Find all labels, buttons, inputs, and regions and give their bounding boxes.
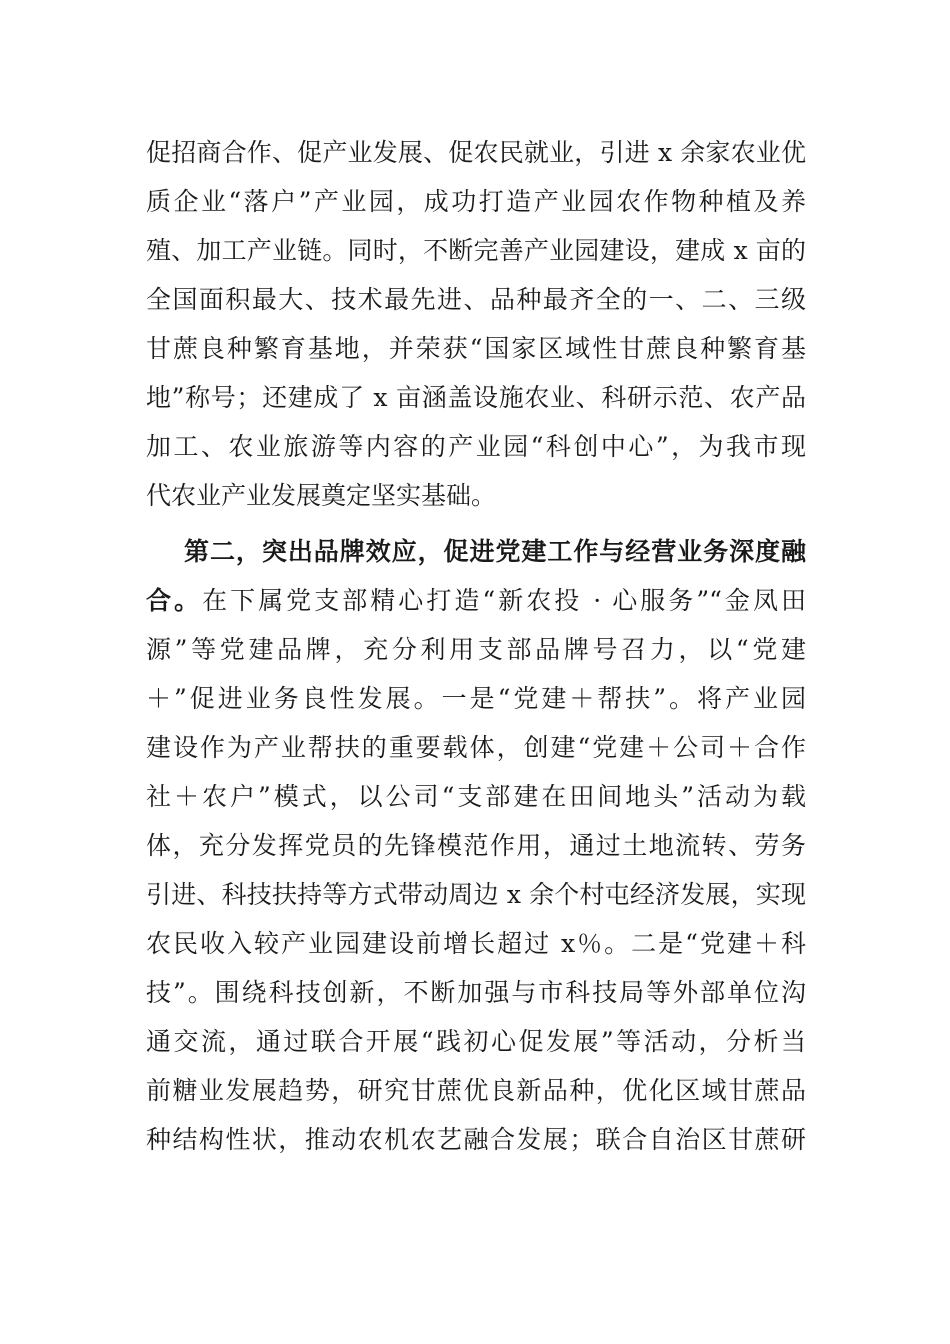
paragraph-line: 加工、农业旅游等内容的产业园“科创中心”，为我市现 bbox=[146, 432, 806, 461]
paragraph-line: 全国面积最大、技术最先进、品种最齐全的一、二、三级 bbox=[146, 285, 806, 314]
paragraph-line: 体，充分发挥党员的先锋模范作用，通过土地流转、劳务 bbox=[146, 831, 806, 860]
paragraph-line: 种结构性状，推动农机农艺融合发展；联合自治区甘蔗研 bbox=[146, 1125, 806, 1154]
paragraph-line: 促招商合作、促产业发展、促农民就业，引进 x 余家农业优 bbox=[146, 138, 806, 167]
paragraph-line: 建设作为产业帮扶的重要载体，创建“党建＋公司＋合作 bbox=[146, 733, 806, 762]
paragraph-line: 代农业产业发展奠定坚实基础。 bbox=[146, 481, 497, 510]
section-heading: 第二，突出品牌效应，促进党建工作与经营业务深度融 bbox=[184, 537, 806, 566]
paragraph-line: 地”称号；还建成了 x 亩涵盖设施农业、科研示范、农产品 bbox=[146, 383, 806, 412]
paragraph-line: 质企业“落户”产业园，成功打造产业园农作物种植及养 bbox=[146, 187, 806, 216]
paragraph-line: ＋”促进业务良性发展。一是“党建＋帮扶”。将产业园 bbox=[146, 684, 806, 713]
paragraph-line: 农民收入较产业园建设前增长超过 x％。二是“党建＋科 bbox=[146, 929, 806, 958]
paragraph-line: 社＋农户”模式，以公司“支部建在田间地头”活动为载 bbox=[146, 782, 806, 811]
paragraph-line: 技”。围绕科技创新，不断加强与市科技局等外部单位沟 bbox=[146, 978, 806, 1007]
paragraph-line: 通交流，通过联合开展“践初心促发展”等活动，分析当 bbox=[146, 1027, 806, 1056]
paragraph-line: 殖、加工产业链。同时，不断完善产业园建设，建成 x 亩的 bbox=[146, 236, 806, 265]
paragraph-line: 源”等党建品牌，充分利用支部品牌号召力，以“党建 bbox=[146, 635, 806, 664]
paragraph-1 bbox=[146, 128, 806, 520]
paragraph-line bbox=[146, 576, 806, 625]
section-heading-end: 合。 bbox=[146, 586, 203, 615]
paragraph-text: 在下属党支部精心打造“新农投 · 心服务”“金凤田 bbox=[202, 586, 806, 615]
paragraph-2 bbox=[146, 527, 806, 1164]
paragraph-line: 引进、科技扶持等方式带动周边 x 余个村屯经济发展，实现 bbox=[146, 880, 806, 909]
paragraph-line: 甘蔗良种繁育基地，并荣获“国家区域性甘蔗良种繁育基 bbox=[146, 334, 806, 363]
paragraph-line: 前糖业发展趋势，研究甘蔗优良新品种，优化区域甘蔗品 bbox=[146, 1076, 806, 1105]
